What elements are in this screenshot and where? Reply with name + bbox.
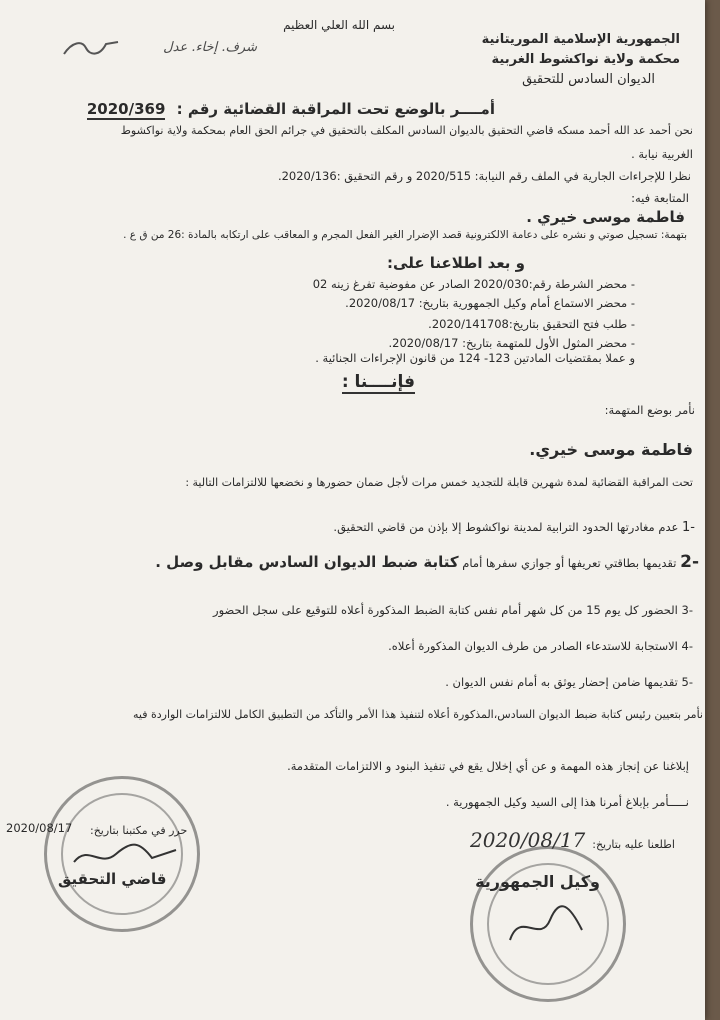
decision-intro: تحت المراقبة القضائية لمدة شهرين قابلة للتجديد خمس مرات لأجل ضمان حضورها و نخضعها للالتزامات التالية : — [185, 476, 693, 489]
accused-label: المتابعة فيه: — [631, 191, 689, 205]
left-date: 2020/08/17 — [6, 821, 73, 835]
obligation-number: -3 — [681, 603, 693, 617]
notify-prosecutor-line: نـــــأمر بإبلاغ أمرنا هذا إلى السيد وكيل الجمهورية . — [445, 795, 689, 809]
review-item: - طلب فتح التحقيق بتاريخ:2020/141708. — [428, 317, 635, 331]
legal-basis: و عملا بمقتضيات المادتين 123- 124 من قانون الإجراءات الجنائية . — [315, 351, 635, 365]
decision-accused-name: فاطمة موسى خيري. — [529, 440, 693, 459]
obligation-text: تقديمها ضامن إحضار يوثق به أمام نفس الديوان . — [445, 675, 678, 689]
order-number: 2020/369 — [86, 100, 166, 118]
office-name: الديوان السادس للتحقيق — [522, 72, 655, 87]
review-item: - محضر الاستماع أمام وكيل الجمهورية بتاريخ: 2020/08/17. — [345, 296, 635, 310]
charge-line: بتهمة: تسجيل صوتي و نشره على دعامة الالكترونية قصد الإضرار الغير الفعل المجرم و المعاقب على ارتكابه بالمادة :26 من ق ع . — [123, 229, 687, 241]
review-item: - محضر المثول الأول للمتهمة بتاريخ: 2020/08/17. — [388, 336, 635, 350]
prosecutor-signature — [500, 900, 590, 950]
judge-line-1: نحن أحمد عد الله أحمد مسكه قاضي التحقيق بالديوان السادس المكلف بالتحقيق في جرائم الحق العام بمحكمة ولاية نواكشوط — [120, 124, 693, 137]
basmala: بسم الله العلي العظيم — [283, 18, 395, 32]
right-date: 2020/08/17 — [470, 828, 586, 852]
obligation-number: -4 — [681, 639, 693, 653]
handwritten-scribble — [62, 36, 122, 60]
obligation-text: تقديمها بطاقتي تعريفها أو جوازي سفرها أمام — [462, 556, 677, 570]
inform-line: إبلاغنا عن إنجاز هذه المهمة و عن أي إخلال يقع في تنفيذ البنود و الالتزامات المتقدمة. — [287, 759, 689, 773]
judge-signature — [70, 840, 180, 870]
review-item: - محضر الشرطة رقم:2020/030 الصادر عن مفوضية تفرغ زينه 02 — [312, 277, 635, 291]
obligation-2 — [155, 552, 699, 572]
made-in-office-label: حرر في مكتبنا بتاريخ: — [90, 824, 188, 837]
republic-name: الجمهورية الإسلامية الموريتانية — [481, 32, 680, 47]
court-name: محكمة ولاية نواكشوط الغربية — [491, 52, 680, 67]
obligation-text: الحضور كل يوم 15 من كل شهر أمام نفس كتابة الضبط المذكورة أعلاه للتوقيع على سجل الحضور — [213, 603, 678, 617]
order-title — [87, 100, 495, 118]
obligation-3 — [213, 604, 693, 618]
obligation-text: عدم مغادرتها الحدود الترابية لمدينة نواكشوط إلا بإذن من قاضي التحقيق. — [333, 520, 679, 534]
appoint-clerk-line: نأمر بتعيين رئيس كتابة ضبط الديوان السادس،المذكورة أعلاه لتنفيذ هذا الأمر والتأكد من التطبيق الكامل للالتزامات الواردة فيه — [133, 708, 703, 721]
order-title-prefix: أمــــر بالوضع تحت المراقبة القضائية رقم : — [176, 100, 495, 118]
review-heading: و بعد اطلاعنا على: — [387, 254, 525, 272]
decision-heading: فإنــــنا : — [342, 372, 415, 394]
accused-name: فاطمة موسى خيري . — [526, 208, 685, 226]
obligation-number: -2 — [680, 552, 699, 572]
obligation-number: -5 — [681, 675, 693, 689]
decision-command: نأمر بوضع المتهمة: — [604, 403, 695, 417]
seen-on-label: اطلعنا عليه بتاريخ: — [592, 838, 675, 851]
handwritten-motto: شرف. إخاء. عدل — [163, 40, 257, 55]
obligation-number: -1 — [682, 520, 695, 535]
proceedings-line: نظرا للإجراءات الجارية في الملف رقم النيابة: 2020/515 و رقم التحقيق :2020/136. — [277, 169, 691, 183]
obligation-1 — [333, 520, 695, 536]
obligation-text: الاستجابة للاستدعاء الصادر من طرف الديوان المذكورة أعلاه. — [388, 639, 678, 653]
prosecutor-title: وكيل الجمهورية — [475, 872, 600, 891]
investigating-judge-title: قاضي التحقيق — [58, 870, 167, 888]
judge-line-2: الغربية نيابة . — [631, 147, 693, 161]
obligation-4 — [388, 640, 693, 654]
obligation-5 — [445, 676, 693, 690]
obligation-text-emphasis: كتابة ضبط الديوان السادس مقابل وصل . — [155, 553, 459, 571]
